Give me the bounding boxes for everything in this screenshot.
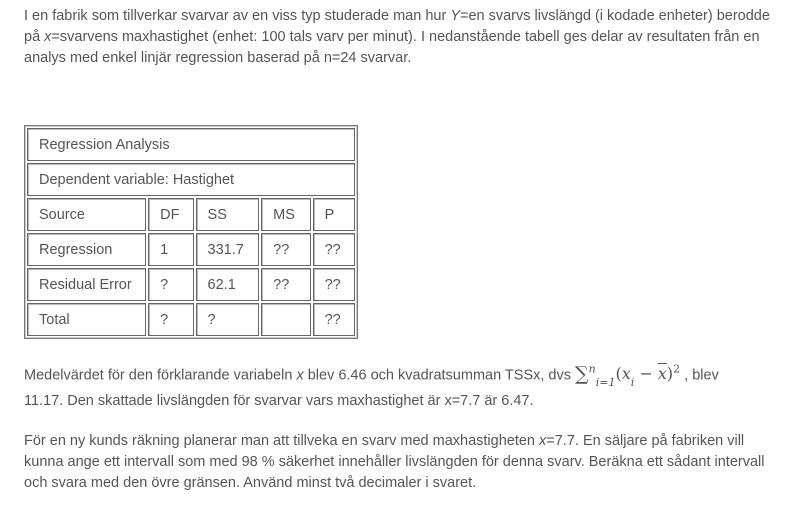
header-source: Source [27,198,146,231]
paren-open: ( [615,364,622,384]
task-line-1 [24,431,784,452]
header-df: DF [148,198,193,231]
task-line-2: kunna ange ett intervall som med 98 % säkerhet innehåller livslängden för denna svarv. Beräkna ett sådant intervall [24,454,765,470]
intro-line-2 [24,27,784,48]
mean-line-1 [24,359,784,391]
intro-line-3: analys med enkel linjär regression baserad på n=24 svarvar. [24,50,412,66]
variable-x: x [44,29,52,45]
sum-formula [575,363,681,389]
cell-df: 1 [148,233,193,266]
formula-xi-index: i [630,375,635,389]
table-header-row [27,198,355,231]
mean-text: blev 6.46 och kvadratsumman TSSx, dvs [303,367,576,384]
task-paragraph [24,431,784,494]
table-title: Regression Analysis [27,128,355,161]
table-subtitle: Dependent variable: Hastighet [27,163,355,196]
intro-text: =svarvens maxhastighet (enhet: 100 tals varv per minut). I nedanstående tabell ges delar av resultaten från en [51,29,760,45]
cell-source: Regression [27,233,146,266]
table-subtitle-row [27,163,355,196]
mean-line-2: 11.17. Den skattade livslängden för svarvar vars maxhastighet är x=7.7 är 6.47. [24,392,534,409]
table-row [27,268,355,301]
table-row [27,233,355,266]
sum-upper [589,363,596,376]
cell-ss: 331.7 [196,233,260,266]
sum-upper-var: n [588,363,596,376]
cell-ss: 62.1 [196,268,260,301]
sum-lower [596,376,616,389]
formula-minus: − [634,364,658,384]
sum-symbol: ∑ [575,363,589,386]
intro-paragraph [24,6,784,69]
mean-text: Medelvärdet för den förklarande variabeln [24,367,297,384]
table-row [27,303,355,336]
task-line-3: och svara med den övre gränsen. Använd minst två decimaler i svaret. [24,475,477,491]
variable-x: x [539,433,547,449]
cell-df: ? [148,268,193,301]
cell-p: ?? [313,233,355,266]
variable-y: Y [450,8,460,24]
paren-close: ) [666,364,674,384]
cell-p: ?? [313,268,355,301]
formula-xi-sub [631,376,635,389]
variable-x: x [296,367,304,384]
formula-power: 2 [673,363,681,376]
task-text: =7.7. En säljare på fabriken vill [546,433,745,449]
intro-text: I en fabrik som tillverkar svarvar av en viss typ studerade man hur [24,8,451,24]
cell-ms: ?? [261,233,310,266]
header-p: P [313,198,355,231]
mean-text: , blev [680,367,719,384]
table-title-row [27,128,355,161]
cell-ss: ? [196,303,260,336]
formula-xi: x [621,364,631,384]
cell-source: Residual Error [27,268,146,301]
formula-xbar: $\overline{x}$ [657,364,667,384]
intro-text: =en svarvs livslängd (i kodade enheter) berodde [459,8,770,24]
mean-paragraph [24,359,784,412]
intro-line-1 [24,6,784,27]
intro-text: på [24,29,45,45]
cell-source: Total [27,303,146,336]
cell-df: ? [148,303,193,336]
cell-ms [261,303,310,336]
header-ms: MS [261,198,310,231]
cell-ms: ?? [261,268,310,301]
cell-p: ?? [313,303,355,336]
regression-table [24,125,358,339]
task-text: För en ny kunds räkning planerar man att tillveka en svarv med maxhastigheten [24,433,540,449]
sum-lower-index: i=1 [595,375,616,389]
header-ss: SS [196,198,260,231]
